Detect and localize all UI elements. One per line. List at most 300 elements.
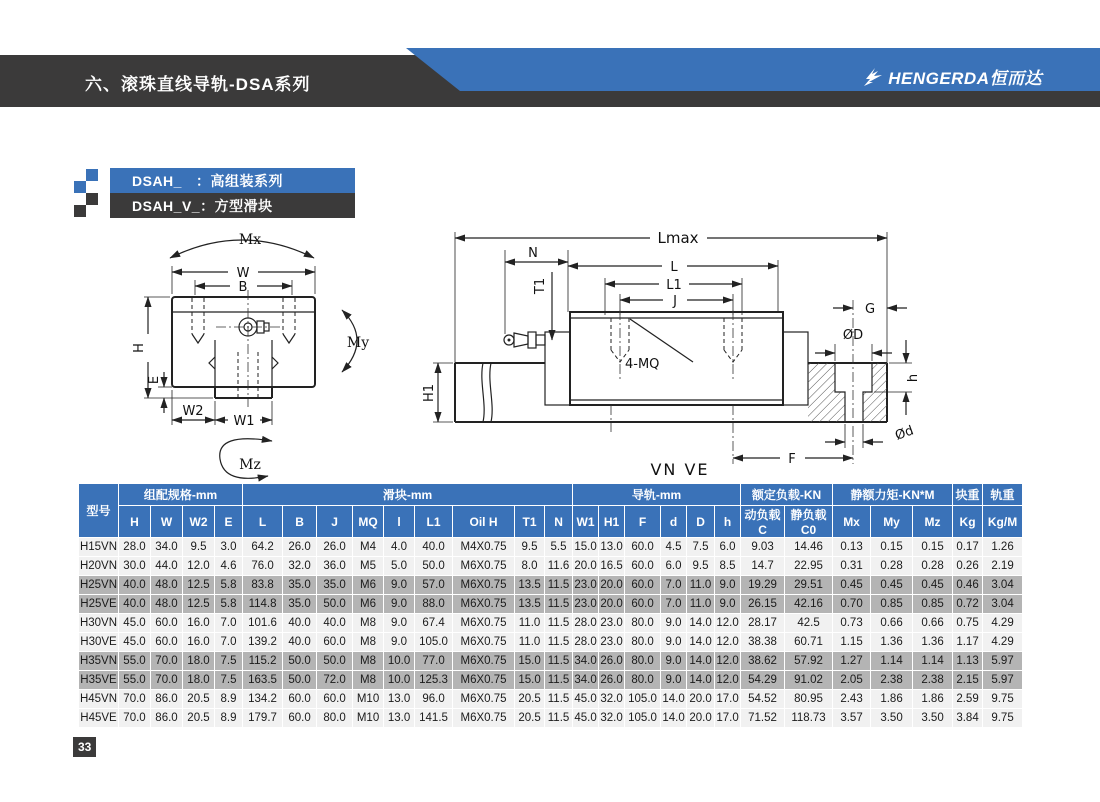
- model-cell: H15VN: [79, 538, 119, 557]
- cell: 9.0: [661, 633, 687, 652]
- cell: 9.5: [687, 557, 715, 576]
- cell: 40.0: [119, 576, 151, 595]
- cell: 20.0: [687, 690, 715, 709]
- table-row: [79, 709, 1023, 728]
- cell: 64.2: [243, 538, 283, 557]
- cell: 70.0: [151, 671, 183, 690]
- cell: 35.0: [317, 576, 353, 595]
- cell: 38.62: [741, 652, 785, 671]
- cell: 80.95: [785, 690, 833, 709]
- cell: M6X0.75: [453, 614, 515, 633]
- cell: 26.0: [283, 538, 317, 557]
- cell: 11.5: [545, 709, 573, 728]
- cell: 2.05: [833, 671, 871, 690]
- cell: 11.0: [687, 595, 715, 614]
- column-header: My: [871, 506, 913, 538]
- cell: 60.0: [625, 557, 661, 576]
- group-header: 块重: [953, 484, 983, 506]
- cell: 0.45: [871, 576, 913, 595]
- cell: M6X0.75: [453, 633, 515, 652]
- cell: 134.2: [243, 690, 283, 709]
- cell: 13.5: [515, 576, 545, 595]
- dim-label-phiD: ØD: [842, 328, 864, 343]
- column-header: W: [151, 506, 183, 538]
- cell: 10.0: [384, 671, 415, 690]
- cell: 40.0: [415, 538, 453, 557]
- cell: 14.0: [661, 690, 687, 709]
- cell: 105.0: [415, 633, 453, 652]
- dim-label-l1: L1: [666, 278, 682, 293]
- cell: 7.0: [215, 633, 243, 652]
- dim-label-l: L: [670, 260, 678, 275]
- cell: 8.9: [215, 690, 243, 709]
- cell: 8.9: [215, 709, 243, 728]
- cell: 0.28: [913, 557, 953, 576]
- series-code: DSAH_: [132, 172, 182, 189]
- cell: 26.0: [317, 538, 353, 557]
- cell: 14.0: [687, 633, 715, 652]
- cell: 60.0: [317, 690, 353, 709]
- cell: M6: [353, 595, 384, 614]
- cell: 11.0: [687, 576, 715, 595]
- cell: 141.5: [415, 709, 453, 728]
- table-row: [79, 595, 1023, 614]
- cell: M8: [353, 652, 384, 671]
- cell: 45.0: [573, 709, 599, 728]
- cell: 23.0: [573, 595, 599, 614]
- column-header: 动负载C: [741, 506, 785, 538]
- side-view-diagram: [422, 222, 945, 487]
- cell: 86.0: [151, 709, 183, 728]
- cell: 54.52: [741, 690, 785, 709]
- cell: 14.0: [687, 614, 715, 633]
- dim-label-w1: W1: [233, 414, 255, 429]
- cell: 20.5: [515, 690, 545, 709]
- series-tag-square-block: [110, 193, 355, 218]
- group-header: 导轨-mm: [573, 484, 741, 506]
- table-row: [79, 652, 1023, 671]
- cell: 50.0: [317, 652, 353, 671]
- cell: M6X0.75: [453, 652, 515, 671]
- cell: 44.0: [151, 557, 183, 576]
- cell: 0.66: [913, 614, 953, 633]
- cell: 9.75: [983, 690, 1023, 709]
- cell: 11.5: [545, 576, 573, 595]
- group-header: 轨重: [983, 484, 1023, 506]
- cell: 80.0: [625, 614, 661, 633]
- table-row: [79, 576, 1023, 595]
- column-header: Mz: [913, 506, 953, 538]
- cell: 9.0: [661, 614, 687, 633]
- column-header: E: [215, 506, 243, 538]
- cell: 30.0: [119, 557, 151, 576]
- cell: 0.13: [833, 538, 871, 557]
- cell: 12.5: [183, 595, 215, 614]
- cell: 7.5: [687, 538, 715, 557]
- dim-label-h1: H1: [422, 383, 437, 403]
- cell: 29.51: [785, 576, 833, 595]
- cell: 4.0: [384, 538, 415, 557]
- cell: 3.50: [913, 709, 953, 728]
- cell: 6.0: [661, 557, 687, 576]
- cell: 0.45: [833, 576, 871, 595]
- model-cell: H35VN: [79, 652, 119, 671]
- cell: 5.97: [983, 652, 1023, 671]
- cell: 1.15: [833, 633, 871, 652]
- cell: 101.6: [243, 614, 283, 633]
- cell: 88.0: [415, 595, 453, 614]
- cell: 0.46: [953, 576, 983, 595]
- dim-label-mq: 4-MQ: [625, 357, 660, 372]
- cell: 5.0: [384, 557, 415, 576]
- cell: 14.7: [741, 557, 785, 576]
- cell: 80.0: [625, 633, 661, 652]
- cell: 179.7: [243, 709, 283, 728]
- cell: 9.5: [515, 538, 545, 557]
- cell: 57.0: [415, 576, 453, 595]
- dim-label-mx: Mx: [238, 232, 262, 248]
- cell: 0.45: [913, 576, 953, 595]
- cell: 5.8: [215, 576, 243, 595]
- cell: 0.72: [953, 595, 983, 614]
- cell: 17.0: [715, 690, 741, 709]
- cell: 32.0: [283, 557, 317, 576]
- cell: 12.0: [715, 671, 741, 690]
- dim-label-w2: W2: [182, 404, 204, 419]
- cell: 26.0: [599, 652, 625, 671]
- series-desc: ：高组装系列: [195, 172, 283, 189]
- model-cell: H25VE: [79, 595, 119, 614]
- brand-logo-icon: [862, 66, 884, 88]
- cell: 11.6: [545, 557, 573, 576]
- cell: 23.0: [599, 614, 625, 633]
- cell: M10: [353, 690, 384, 709]
- cell: 11.5: [545, 633, 573, 652]
- cell: 0.15: [871, 538, 913, 557]
- cell: 36.0: [317, 557, 353, 576]
- cell: 3.0: [215, 538, 243, 557]
- cell: 60.0: [625, 595, 661, 614]
- cell: 125.3: [415, 671, 453, 690]
- cell: 0.73: [833, 614, 871, 633]
- cell: 0.66: [871, 614, 913, 633]
- cell: 96.0: [415, 690, 453, 709]
- series-code: DSAH_V_: [132, 197, 201, 214]
- cell: 0.75: [953, 614, 983, 633]
- cell: 54.29: [741, 671, 785, 690]
- column-header: J: [317, 506, 353, 538]
- cell: 0.17: [953, 538, 983, 557]
- dim-label-h: H: [132, 343, 147, 353]
- checker-decoration: [74, 169, 98, 217]
- column-header: Kg/M: [983, 506, 1023, 538]
- column-header: MQ: [353, 506, 384, 538]
- cell: 48.0: [151, 595, 183, 614]
- cell: 9.0: [661, 671, 687, 690]
- cell: 16.5: [599, 557, 625, 576]
- cell: 60.0: [283, 690, 317, 709]
- cell: 9.0: [661, 652, 687, 671]
- column-header: 静负载C0: [785, 506, 833, 538]
- cell: 9.0: [384, 576, 415, 595]
- dim-label-mz: Mz: [239, 457, 261, 473]
- dim-label-my: My: [346, 335, 370, 351]
- dim-label-f: F: [788, 452, 796, 467]
- table-row: [79, 538, 1023, 557]
- cell: 14.0: [687, 652, 715, 671]
- cell: 5.8: [215, 595, 243, 614]
- cell: 20.5: [183, 690, 215, 709]
- cell: 70.0: [151, 652, 183, 671]
- column-header: B: [283, 506, 317, 538]
- cell: 32.0: [599, 690, 625, 709]
- cell: M5: [353, 557, 384, 576]
- cell: 15.0: [515, 652, 545, 671]
- cell: 71.52: [741, 709, 785, 728]
- cell: 16.0: [183, 633, 215, 652]
- cell: 26.0: [599, 671, 625, 690]
- cell: 7.0: [661, 595, 687, 614]
- cell: M6X0.75: [453, 671, 515, 690]
- cell: 13.0: [384, 709, 415, 728]
- cell: 22.95: [785, 557, 833, 576]
- brand-name: HENGERDA恒而达: [888, 69, 1042, 88]
- cell: 7.5: [215, 671, 243, 690]
- cell: 60.0: [625, 576, 661, 595]
- cell: M8: [353, 671, 384, 690]
- cell: 50.0: [283, 671, 317, 690]
- cell: M4: [353, 538, 384, 557]
- cell: 14.0: [661, 709, 687, 728]
- cell: 9.0: [715, 576, 741, 595]
- cell: 3.04: [983, 595, 1023, 614]
- dim-label-n: N: [528, 246, 538, 261]
- model-cell: H30VE: [79, 633, 119, 652]
- dim-label-j: J: [673, 294, 677, 309]
- cell: 12.0: [715, 633, 741, 652]
- column-header: Kg: [953, 506, 983, 538]
- front-view-diagram: [120, 222, 410, 522]
- cell: 0.31: [833, 557, 871, 576]
- cell: 12.5: [183, 576, 215, 595]
- cell: 48.0: [151, 576, 183, 595]
- cell: 2.38: [871, 671, 913, 690]
- diagram-caption: VN VE: [650, 460, 710, 479]
- cell: 50.0: [283, 652, 317, 671]
- cell: 13.5: [515, 595, 545, 614]
- cell: 38.38: [741, 633, 785, 652]
- cell: M4X0.75: [453, 538, 515, 557]
- cell: 28.17: [741, 614, 785, 633]
- table-row: [79, 671, 1023, 690]
- dim-label-g: G: [864, 302, 876, 317]
- cell: 11.5: [545, 614, 573, 633]
- cell: 1.36: [871, 633, 913, 652]
- cell: 1.14: [871, 652, 913, 671]
- table-row: [79, 614, 1023, 633]
- cell: 1.13: [953, 652, 983, 671]
- cell: 105.0: [625, 690, 661, 709]
- cell: 60.0: [283, 709, 317, 728]
- cell: 45.0: [573, 690, 599, 709]
- cell: 3.04: [983, 576, 1023, 595]
- column-header: H1: [599, 506, 625, 538]
- cell: 0.85: [871, 595, 913, 614]
- cell: 1.36: [913, 633, 953, 652]
- column-header: N: [545, 506, 573, 538]
- column-header: H: [119, 506, 151, 538]
- cell: 7.0: [661, 576, 687, 595]
- cell: 60.0: [317, 633, 353, 652]
- cell: 34.0: [573, 652, 599, 671]
- cell: 10.0: [384, 652, 415, 671]
- cell: 2.15: [953, 671, 983, 690]
- cell: 83.8: [243, 576, 283, 595]
- cell: 2.59: [953, 690, 983, 709]
- column-header: l: [384, 506, 415, 538]
- cell: M8: [353, 614, 384, 633]
- cell: 20.0: [687, 709, 715, 728]
- cell: 20.0: [599, 595, 625, 614]
- cell: 114.8: [243, 595, 283, 614]
- cell: 60.0: [151, 614, 183, 633]
- cell: 9.75: [983, 709, 1023, 728]
- column-header: F: [625, 506, 661, 538]
- cell: 16.0: [183, 614, 215, 633]
- cell: 11.5: [545, 652, 573, 671]
- model-cell: H35VE: [79, 671, 119, 690]
- cell: 1.86: [871, 690, 913, 709]
- cell: 0.26: [953, 557, 983, 576]
- column-header: Oil H: [453, 506, 515, 538]
- cell: 34.0: [573, 671, 599, 690]
- cell: 4.6: [215, 557, 243, 576]
- cell: 9.0: [715, 595, 741, 614]
- cell: 42.16: [785, 595, 833, 614]
- column-header: T1: [515, 506, 545, 538]
- cell: 15.0: [515, 671, 545, 690]
- cell: 6.0: [715, 538, 741, 557]
- dim-label-b: B: [238, 280, 248, 295]
- cell: 2.19: [983, 557, 1023, 576]
- model-cell: H20VN: [79, 557, 119, 576]
- cell: 45.0: [119, 633, 151, 652]
- cell: 118.73: [785, 709, 833, 728]
- page-number: 33: [73, 737, 96, 757]
- dim-label-lmax: Lmax: [657, 229, 699, 247]
- cell: 3.50: [871, 709, 913, 728]
- series-desc: ：方型滑块: [200, 197, 273, 214]
- dim-label-hole-h: h: [906, 373, 921, 383]
- cell: 72.0: [317, 671, 353, 690]
- cell: 28.0: [573, 633, 599, 652]
- cell: 32.0: [599, 709, 625, 728]
- series-tag-high-assembly: [110, 168, 355, 193]
- cell: 1.26: [983, 538, 1023, 557]
- cell: 55.0: [119, 652, 151, 671]
- cell: 1.27: [833, 652, 871, 671]
- cell: 18.0: [183, 652, 215, 671]
- cell: 28.0: [119, 538, 151, 557]
- cell: 1.86: [913, 690, 953, 709]
- cell: 80.0: [625, 671, 661, 690]
- cell: M6: [353, 576, 384, 595]
- cell: M6X0.75: [453, 576, 515, 595]
- cell: 35.0: [283, 595, 317, 614]
- cell: 115.2: [243, 652, 283, 671]
- cell: 70.0: [119, 690, 151, 709]
- cell: 26.15: [741, 595, 785, 614]
- cell: 7.0: [215, 614, 243, 633]
- cell: 86.0: [151, 690, 183, 709]
- cell: 20.0: [599, 576, 625, 595]
- cell: 11.0: [515, 633, 545, 652]
- column-header: h: [715, 506, 741, 538]
- cell: 67.4: [415, 614, 453, 633]
- column-header: L1: [415, 506, 453, 538]
- group-header: 组配规格-mm: [119, 484, 243, 506]
- cell: M6X0.75: [453, 595, 515, 614]
- model-cell: H45VE: [79, 709, 119, 728]
- dim-label-phid: Ød: [893, 423, 916, 444]
- cell: 18.0: [183, 671, 215, 690]
- table-row: [79, 633, 1023, 652]
- cell: 11.5: [545, 595, 573, 614]
- cell: M6X0.75: [453, 690, 515, 709]
- cell: 12.0: [715, 652, 741, 671]
- cell: 0.70: [833, 595, 871, 614]
- cell: M6X0.75: [453, 709, 515, 728]
- cell: 80.0: [317, 709, 353, 728]
- cell: M6X0.75: [453, 557, 515, 576]
- column-header: W2: [183, 506, 215, 538]
- cell: 3.57: [833, 709, 871, 728]
- cell: 77.0: [415, 652, 453, 671]
- cell: 105.0: [625, 709, 661, 728]
- cell: 139.2: [243, 633, 283, 652]
- cell: 4.29: [983, 633, 1023, 652]
- cell: 45.0: [119, 614, 151, 633]
- cell: 23.0: [573, 576, 599, 595]
- dim-label-t1: T1: [533, 277, 548, 295]
- column-header: W1: [573, 506, 599, 538]
- cell: 0.15: [913, 538, 953, 557]
- cell: 15.0: [573, 538, 599, 557]
- cell: 60.0: [151, 633, 183, 652]
- cell: 8.5: [715, 557, 741, 576]
- cell: 28.0: [573, 614, 599, 633]
- cell: 50.0: [317, 595, 353, 614]
- cell: 40.0: [317, 614, 353, 633]
- cell: 13.0: [384, 690, 415, 709]
- cell: 14.0: [687, 671, 715, 690]
- cell: 9.0: [384, 595, 415, 614]
- cell: 7.5: [215, 652, 243, 671]
- cell: 9.03: [741, 538, 785, 557]
- cell: 34.0: [151, 538, 183, 557]
- cell: 35.0: [283, 576, 317, 595]
- cell: 1.14: [913, 652, 953, 671]
- cell: 42.5: [785, 614, 833, 633]
- cell: 80.0: [625, 652, 661, 671]
- cell: 19.29: [741, 576, 785, 595]
- column-header: Mx: [833, 506, 871, 538]
- cell: M8: [353, 633, 384, 652]
- cell: 14.46: [785, 538, 833, 557]
- cell: 17.0: [715, 709, 741, 728]
- cell: 11.5: [545, 690, 573, 709]
- cell: 20.0: [573, 557, 599, 576]
